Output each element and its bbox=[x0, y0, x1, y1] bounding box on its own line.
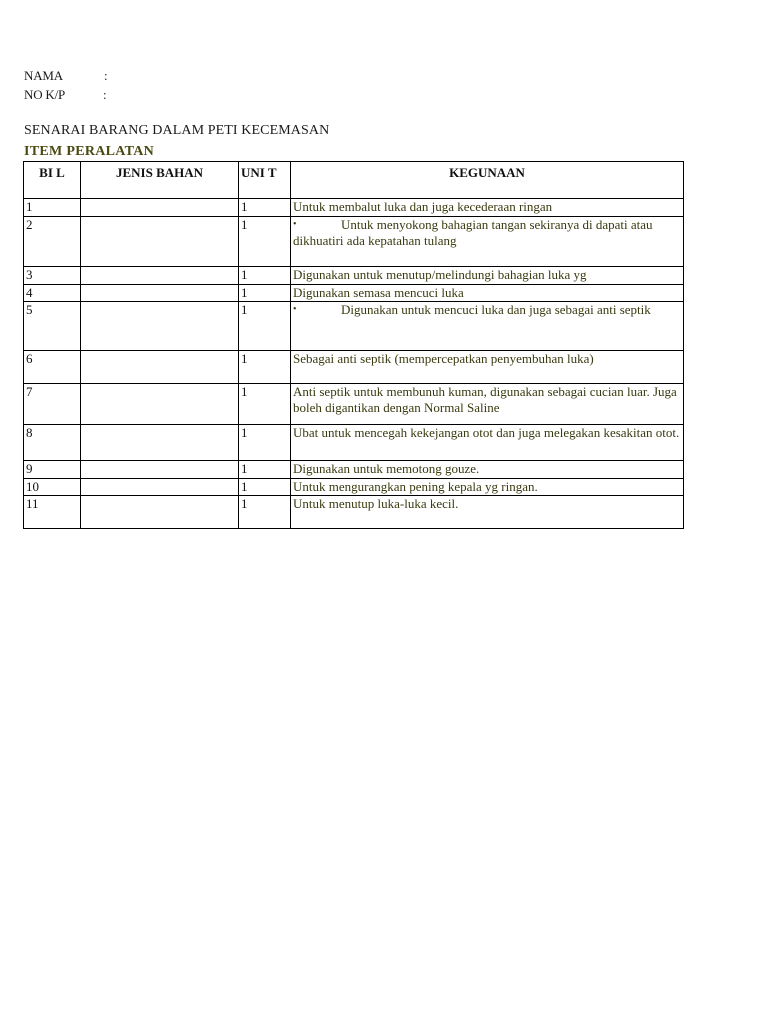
cell-bil: 4 bbox=[24, 285, 81, 302]
cell-unit: 1 bbox=[239, 285, 291, 302]
cell-kegunaan bbox=[291, 302, 684, 351]
cell-kegunaan bbox=[291, 479, 684, 496]
cell-jenis bbox=[81, 351, 239, 384]
cell-kegunaan bbox=[291, 496, 684, 529]
nama-field bbox=[24, 68, 108, 84]
kegunaan-text: Anti septik untuk membunuh kuman, digunakan sebagai cucian luar. Juga boleh digantikan dengan Normal Saline bbox=[293, 384, 677, 415]
cell-bil: 11 bbox=[24, 496, 81, 529]
cell-bil: 10 bbox=[24, 479, 81, 496]
cell-jenis bbox=[81, 217, 239, 267]
cell-kegunaan bbox=[291, 351, 684, 384]
header-bil: BI L bbox=[24, 162, 81, 199]
cell-bil: 8 bbox=[24, 425, 81, 461]
header-jenis-bahan: JENIS BAHAN bbox=[81, 162, 239, 199]
cell-bil: 2 bbox=[24, 217, 81, 267]
table-row bbox=[24, 285, 684, 302]
cell-unit: 1 bbox=[239, 479, 291, 496]
table-row bbox=[24, 461, 684, 479]
cell-unit: 1 bbox=[239, 384, 291, 425]
kegunaan-text: Digunakan untuk memotong gouze. bbox=[293, 461, 480, 476]
kegunaan-text: Untuk menutup luka-luka kecil. bbox=[293, 496, 459, 511]
cell-bil: 1 bbox=[24, 199, 81, 217]
cell-bil: 5 bbox=[24, 302, 81, 351]
cell-unit: 1 bbox=[239, 496, 291, 529]
cell-kegunaan bbox=[291, 199, 684, 217]
cell-kegunaan bbox=[291, 461, 684, 479]
cell-jenis bbox=[81, 267, 239, 285]
kegunaan-text: Digunakan untuk menutup/melindungi bahagian luka yg bbox=[293, 267, 587, 282]
cell-kegunaan bbox=[291, 285, 684, 302]
table-row bbox=[24, 302, 684, 351]
header-kegunaan: KEGUNAAN bbox=[291, 162, 684, 199]
cell-unit: 1 bbox=[239, 425, 291, 461]
nokp-colon: : bbox=[103, 87, 107, 102]
cell-kegunaan bbox=[291, 267, 684, 285]
table-row bbox=[24, 351, 684, 384]
cell-jenis bbox=[81, 384, 239, 425]
cell-jenis bbox=[81, 285, 239, 302]
kegunaan-text: Digunakan untuk mencuci luka dan juga sebagai anti septik bbox=[341, 302, 651, 317]
cell-unit: 1 bbox=[239, 199, 291, 217]
cell-bil: 7 bbox=[24, 384, 81, 425]
nokp-field bbox=[24, 87, 107, 103]
cell-bil: 3 bbox=[24, 267, 81, 285]
nama-colon: : bbox=[104, 68, 108, 83]
nama-label: NAMA bbox=[24, 68, 63, 83]
cell-unit: 1 bbox=[239, 302, 291, 351]
document-title: SENARAI BARANG DALAM PETI KECEMASAN bbox=[24, 123, 330, 138]
cell-unit: 1 bbox=[239, 461, 291, 479]
bullet-icon: • bbox=[293, 304, 297, 315]
kegunaan-text: Untuk mengurangkan pening kepala yg ringan. bbox=[293, 479, 538, 494]
table-row bbox=[24, 425, 684, 461]
cell-jenis bbox=[81, 479, 239, 496]
cell-jenis bbox=[81, 425, 239, 461]
cell-unit: 1 bbox=[239, 267, 291, 285]
table-row bbox=[24, 217, 684, 267]
cell-kegunaan bbox=[291, 425, 684, 461]
nokp-label: NO K/P bbox=[24, 87, 66, 102]
cell-kegunaan bbox=[291, 384, 684, 425]
header-unit: UNI T bbox=[239, 162, 291, 199]
table-row bbox=[24, 199, 684, 217]
table-header-row bbox=[24, 162, 684, 199]
cell-unit: 1 bbox=[239, 217, 291, 267]
section-heading: ITEM PERALATAN bbox=[24, 144, 155, 159]
cell-jenis bbox=[81, 199, 239, 217]
cell-bil: 6 bbox=[24, 351, 81, 384]
kegunaan-text: Untuk menyokong bahagian tangan sekiranya di dapati atau dikhuatiri ada kepatahan tulang bbox=[293, 217, 653, 248]
bullet-icon: • bbox=[293, 219, 297, 230]
kegunaan-text: Ubat untuk mencegah kekejangan otot dan juga melegakan kesakitan otot. bbox=[293, 425, 680, 440]
cell-kegunaan bbox=[291, 217, 684, 267]
cell-jenis bbox=[81, 302, 239, 351]
kegunaan-text: Digunakan semasa mencuci luka bbox=[293, 285, 464, 300]
equipment-table bbox=[23, 161, 684, 529]
cell-jenis bbox=[81, 461, 239, 479]
cell-unit: 1 bbox=[239, 351, 291, 384]
table-row bbox=[24, 267, 684, 285]
kegunaan-text: Untuk membalut luka dan juga kecederaan ringan bbox=[293, 199, 553, 214]
kegunaan-text: Sebagai anti septik (mempercepatkan penyembuhan luka) bbox=[293, 351, 594, 366]
table-row bbox=[24, 479, 684, 496]
cell-bil: 9 bbox=[24, 461, 81, 479]
cell-jenis bbox=[81, 496, 239, 529]
table-row bbox=[24, 384, 684, 425]
table-row bbox=[24, 496, 684, 529]
